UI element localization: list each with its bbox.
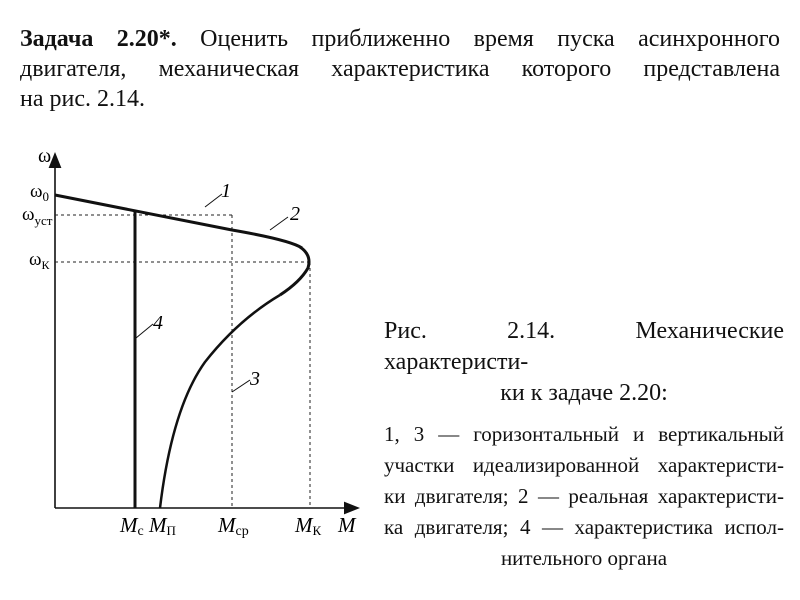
caption-body — [384, 419, 784, 574]
tick-mk: MК — [295, 513, 322, 538]
caption-line-3: ки двигателя; 2 — реальная характеристи- — [384, 484, 784, 508]
caption-line-4: ка двигателя; 4 — характеристика испол- — [384, 515, 784, 539]
leader-1 — [205, 194, 222, 207]
leader-4 — [136, 324, 153, 338]
tick-mp: MП — [149, 513, 176, 538]
curve-2 — [280, 247, 309, 295]
y-axis-label: ω — [38, 145, 52, 167]
caption-title — [384, 316, 784, 409]
problem-number: Задача 2.20*. — [20, 26, 177, 52]
caption-line-5: нительного органа — [500, 546, 668, 570]
curve-label-3: 3 — [250, 368, 260, 390]
label-leaders — [136, 194, 288, 392]
tick-mcp: Mср — [218, 513, 249, 539]
problem-text-1: Оценить приближенно время пуска асинхронного — [200, 26, 780, 52]
x-axis-label: M — [338, 513, 356, 537]
caption-line-1: 1, 3 — горизонтальный и вертикальный — [384, 422, 784, 446]
problem-line-3: на рис. 2.14. — [20, 86, 145, 112]
tick-omega0: $\omega_0$ — [30, 181, 50, 204]
curve-label-2: 2 — [290, 203, 300, 225]
leader-3 — [232, 380, 250, 392]
caption-line-2: участки идеализированной характеристи- — [384, 453, 784, 477]
problem-line-2: двигателя, механическая характеристика которого представлена — [20, 56, 780, 82]
curve-3 — [160, 295, 280, 508]
leader-2 — [270, 217, 288, 230]
caption-title-line-2: ки к задаче 2.20: — [500, 380, 668, 406]
tick-omega-k: $\omega_К$ — [29, 249, 50, 272]
dashed-guides — [55, 215, 310, 508]
tick-omega-ust: $\omega_{уст}$ — [22, 204, 53, 228]
figure-caption — [384, 316, 784, 574]
curve-label-4: 4 — [153, 312, 163, 334]
curve-1 — [55, 195, 302, 248]
caption-title-line-1: Рис. 2.14. Механические характеристи- — [384, 318, 784, 375]
tick-mc: Mс — [120, 513, 144, 539]
curve-label-1: 1 — [221, 180, 231, 202]
